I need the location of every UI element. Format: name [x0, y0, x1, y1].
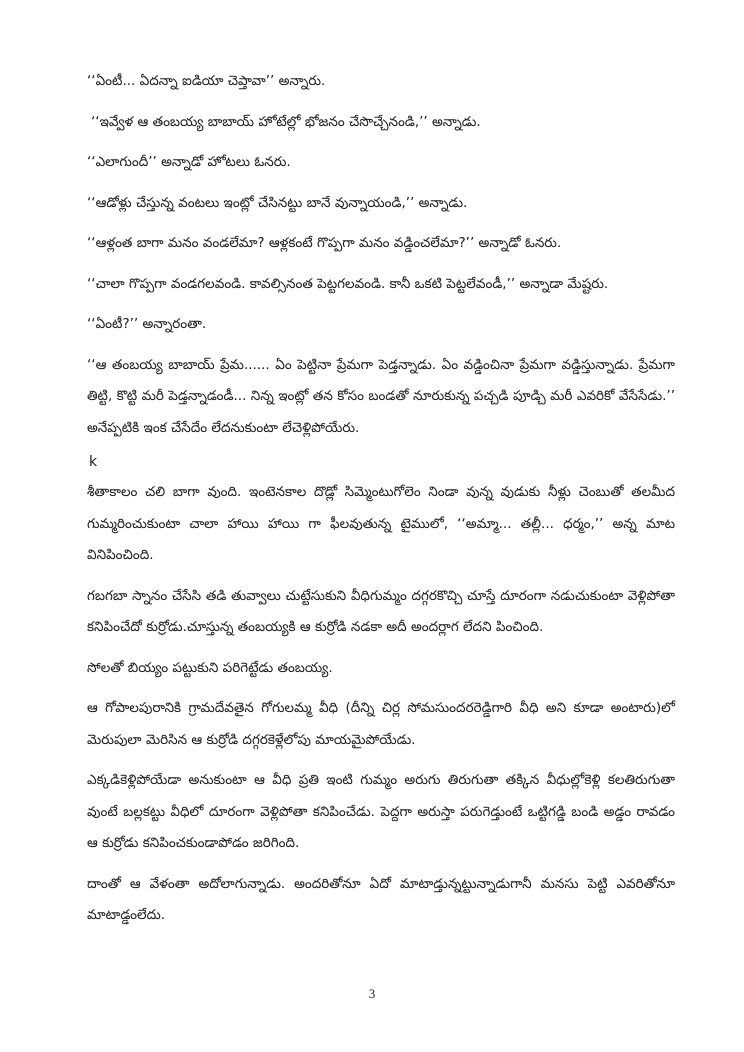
paragraph: దాంతో ఆ వేళంతా అదోలాగున్నాడు. అందరితోనూ ఏదో మాటాడ్తున్నట్టున్నాడుగానీ మనసు పెట్టి ఎవరితోనూ మాటాడ్డంలేదు. — [87, 875, 675, 923]
paragraph: ఎక్కడికెళ్లిపోయేడా అనుకుంటా ఆ వీధి ప్రతి ఇంటి గుమ్మం అరుగు తిరుగుతా తక్కిన వీధుల్లోకెళ్లి కలతిరుగుతా వుంటే బల్లకట్టు వీధిలో దూరంగా వెళ్లిపోతా కనిపించేడు. పెద్దగా అరుస్తా పరుగెడ్తుంటే ఒట్టిగడ్డి బండి అడ్డం రావడం ఆ కుర్రోడు కనిపించకుండాపోడం జరిగింది. — [87, 772, 675, 851]
paragraph: ‘‘ఎలాగుందీ’’ అన్నాడో హోటలు ఓనరు. — [87, 154, 291, 170]
paragraph: సోలతో బియ్యం పట్టుకుని పరిగెట్టేడు తంబయ్య. — [87, 659, 333, 676]
paragraph: ‘‘ఆ తంబయ్య బాబాయ్ ప్రేమ...... ఏం పెట్టినా ప్రేమగా పెడ్తన్నాడు. ఏం వడ్డించినా ప్రేమగా వడ్డిస్తున్నాడు. ప్రేమగా తిట్టి, కొట్టి మరీ పెడ్తన్నాడండీ... నిన్న ఇంట్లో తన కోసం బండతో నూరుకున్న పచ్చడి పూడ్చి మరీ ఎవరికో వేసేసేడు.’’ అనేప్పటికి ఇంక చేసేదేం లేదనుకుంటా లేచెళ్లిపోయేరు. — [87, 356, 675, 436]
paragraph: ‘‘ఏంటీ... ఏదన్నా ఐడియా చెప్తావా’’ అన్నారు. — [87, 73, 326, 89]
paragraph: గబగబా స్నానం చేసేసి తడి తువ్వాలు చుట్టేసుకుని వీధిగుమ్మం దగ్గరకొచ్చి చూస్తే దూరంగా నడుచుకుంటా వెళ్లిపోతా కనిపించేదో కుర్రోడు.చూస్తున్న తంబయ్యకి ఆ కుర్రోడి నడకా అదీ అందర్లాగ లేదని పించింది. — [87, 587, 675, 635]
paragraph: ‘‘ఇవ్వేళ ఆ తంబయ్య బాబాయ్ హోటేల్లో భోజనం చేసొచ్చేనండి,’’ అన్నాడు. — [91, 113, 481, 130]
page-number: 3 — [368, 986, 376, 1001]
section-break-mark: k — [89, 454, 98, 470]
paragraph: ఆ గోపాలపురానికి గ్రామదేవతైన గోగులమ్మ వీధి (దీన్ని చిర్ల సోమసుందరరెడ్డిగారి వీధి అని కూడా అంటారు)లో మెరుపులా మెరిసిన ఆ కుర్రోడి దగ్గరకెళ్లేలోపు మాయమైపోయేడు. — [87, 700, 675, 748]
paragraph: ‘‘ఆళ్లంత బాగా మనం వండలేమా? ఆళ్లకంటే గొప్పగా మనం వడ్డించలేమా?’’ అన్నాడో ఓనరు. — [87, 235, 562, 251]
paragraph: ‘‘ఏంటీ?’’ అన్నారంతా. — [87, 316, 207, 332]
paragraph: ‘‘ఆడోళ్లు చేస్తున్న వంటలు ఇంట్లో చేసినట్టు బానే వున్నాయండి,’’ అన్నాడు. — [87, 194, 468, 211]
paragraph: శీతాకాలం చలి బాగా వుంది. ఇంటెనకాల దొడ్లో సిమ్మెంటుగోలెం నిండా వున్న వుడుకు నీళ్లు చెంబుతో తలమీద గుమ్మరించుకుంటా చాలా హాయి హాయి గా ఫీలవుతున్న టైములో, ‘‘అమ్మా... తల్లీ... ధర్మం,’’ అన్న మాట వినిపించింది. — [87, 484, 675, 563]
page-body — [87, 66, 675, 932]
paragraph: ‘‘చాలా గొప్పగా వండగలవండి. కావల్సినంత పెట్టగలవండి. కానీ ఒకటి పెట్టలేవండీ,’’ అన్నాడా మేష్టరు. — [87, 275, 609, 292]
